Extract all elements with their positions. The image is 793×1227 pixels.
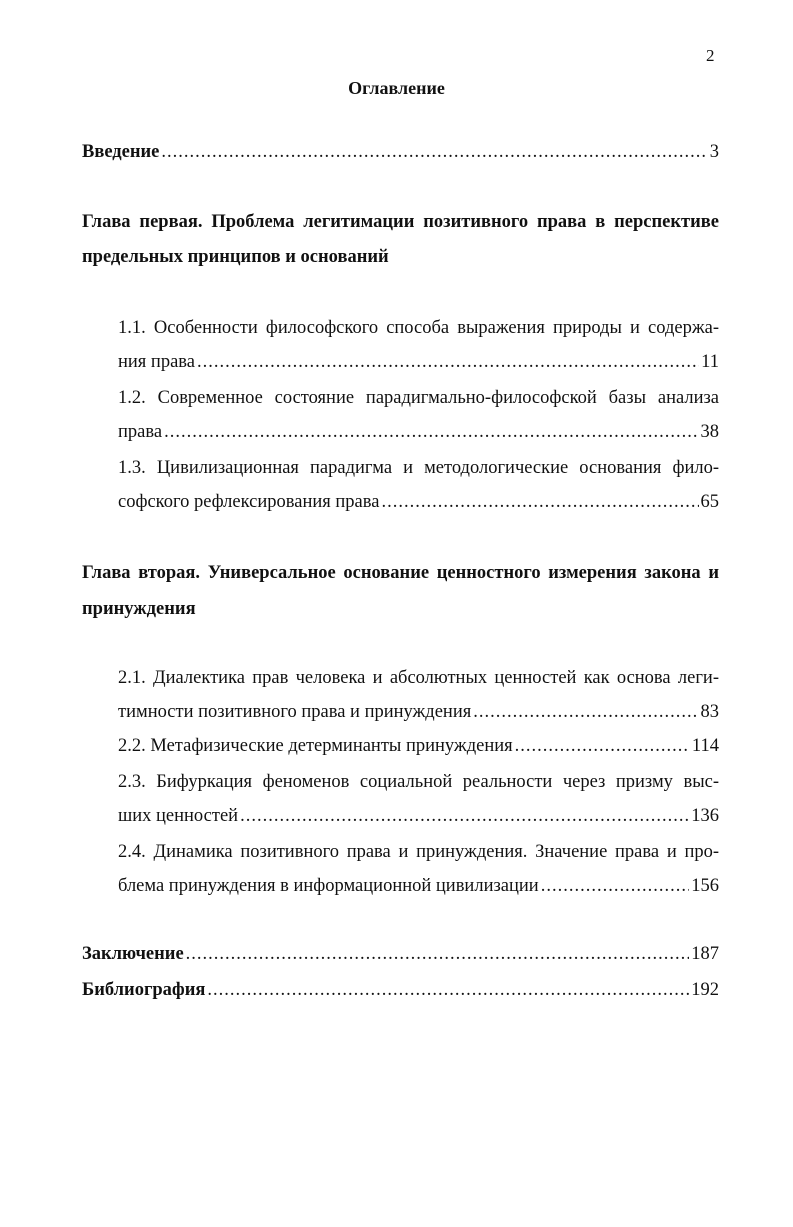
toc-entry-1-1-line1[interactable]: 1.1. Особенности философского способа выражения природы и содержа- bbox=[118, 318, 719, 338]
toc-label: 2.2. Метафизические детерминанты принуждения bbox=[118, 736, 513, 756]
toc-page: 187 bbox=[691, 944, 719, 964]
toc-page: 156 bbox=[691, 876, 719, 896]
dot-leader bbox=[164, 420, 698, 444]
dot-leader bbox=[541, 874, 690, 898]
chapter2-heading-line1[interactable]: Глава вторая. Универсальное основание ценностного измерения закона и bbox=[82, 563, 719, 583]
toc-page: 83 bbox=[700, 702, 719, 722]
page-number: 2 bbox=[706, 46, 715, 65]
toc-entry-2-1-line2[interactable] bbox=[118, 700, 719, 724]
toc-entry-2-4-line2[interactable] bbox=[118, 874, 719, 898]
dot-leader bbox=[186, 942, 690, 966]
dot-leader bbox=[207, 978, 689, 1002]
dot-leader bbox=[197, 350, 699, 374]
dot-leader bbox=[473, 700, 698, 724]
toc-page: 192 bbox=[691, 980, 719, 1000]
toc-entry-bibliography[interactable] bbox=[82, 978, 719, 1002]
toc-page: 114 bbox=[691, 736, 719, 756]
toc-label: Библиография bbox=[82, 980, 206, 1000]
toc-page: 11 bbox=[701, 352, 719, 372]
toc-page: 38 bbox=[700, 422, 719, 442]
chapter1-heading-line1[interactable]: Глава первая. Проблема легитимации позитивного права в перспективе bbox=[82, 212, 719, 232]
dot-leader bbox=[161, 140, 707, 164]
toc-page: 65 bbox=[700, 492, 719, 512]
toc-label: тимности позитивного права и принуждения bbox=[118, 702, 472, 722]
toc-page: 3 bbox=[709, 142, 719, 162]
toc-entry-2-2[interactable] bbox=[118, 734, 719, 758]
chapter2-heading-line2[interactable]: принуждения bbox=[82, 599, 196, 619]
toc-entry-2-4-line1[interactable]: 2.4. Динамика позитивного права и принуждения. Значение права и про- bbox=[118, 842, 719, 862]
toc-entry-1-2-line2[interactable] bbox=[118, 420, 719, 444]
page-title: Оглавление bbox=[348, 78, 445, 98]
toc-label: софского рефлексирования права bbox=[118, 492, 380, 512]
toc-entry-2-3-line1[interactable]: 2.3. Бифуркация феноменов социальной реальности через призму выс- bbox=[118, 772, 719, 792]
toc-label: ших ценностей bbox=[118, 806, 239, 826]
toc-label: Заключение bbox=[82, 944, 184, 964]
toc-label: ния права bbox=[118, 352, 195, 372]
toc-label: блема принуждения в информационной цивилизации bbox=[118, 876, 539, 896]
toc-entry-intro[interactable] bbox=[82, 140, 719, 164]
toc-page: 136 bbox=[691, 806, 719, 826]
dot-leader bbox=[381, 490, 698, 514]
toc-entry-conclusion[interactable] bbox=[82, 942, 719, 966]
toc-entry-2-1-line1[interactable]: 2.1. Диалектика прав человека и абсолютных ценностей как основа леги- bbox=[118, 668, 719, 688]
toc-entry-1-3-line1[interactable]: 1.3. Цивилизационная парадигма и методологические основания фило- bbox=[118, 458, 719, 478]
toc-label: права bbox=[118, 422, 163, 442]
toc-entry-1-2-line1[interactable]: 1.2. Современное состояние парадигмально-философской базы анализа bbox=[118, 388, 719, 408]
toc-label: Введение bbox=[82, 142, 160, 162]
chapter1-heading-line2[interactable]: предельных принципов и оснований bbox=[82, 247, 389, 267]
toc-entry-2-3-line2[interactable] bbox=[118, 804, 719, 828]
dot-leader bbox=[240, 804, 689, 828]
toc-entry-1-3-line2[interactable] bbox=[118, 490, 719, 514]
toc-entry-1-1-line2[interactable] bbox=[118, 350, 719, 374]
dot-leader bbox=[515, 734, 690, 758]
